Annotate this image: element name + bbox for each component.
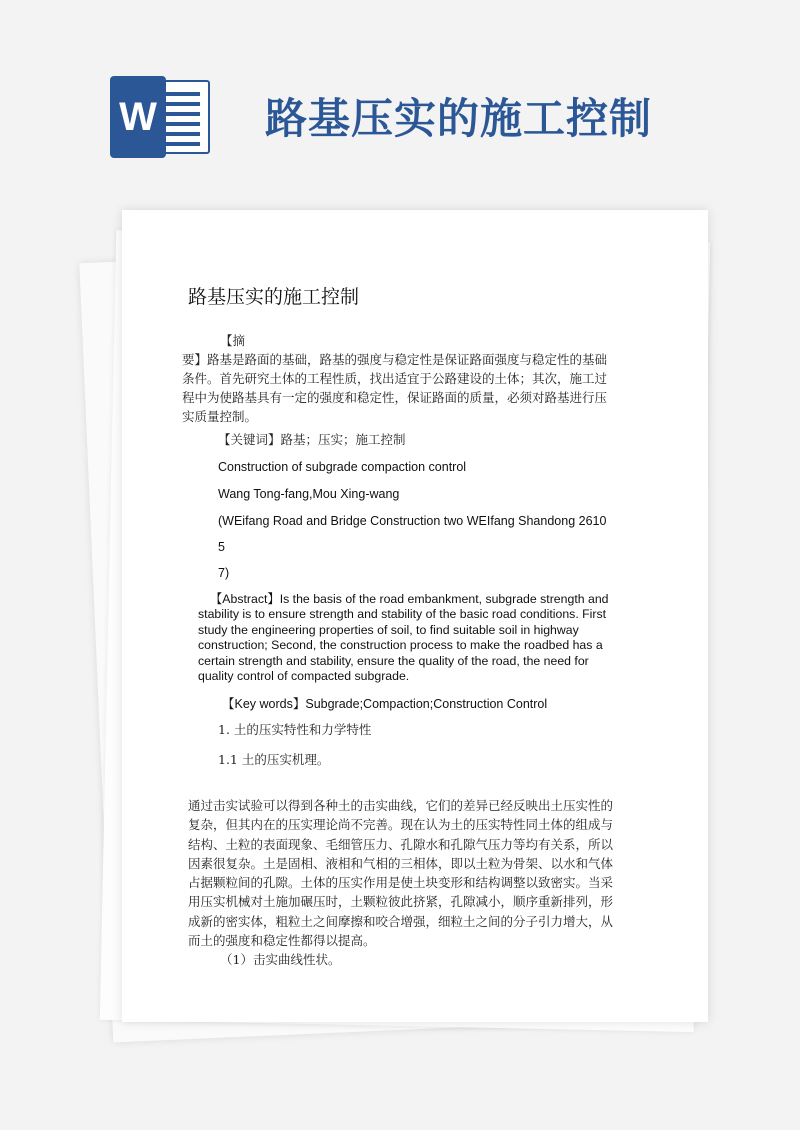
body-line: 通过击实试验可以得到各种土的击实曲线，它们的差异已经反映出土压实性的 [188, 798, 614, 813]
keywords-cn: 【关键词】路基；压实；施工控制 [218, 432, 406, 447]
abstract-en-line: construction; Second, the construction process to make the roadbed has a [198, 638, 603, 653]
body-line: 而土的强度和稳定性都得以提高。 [188, 933, 376, 949]
abstract-cn-line: 要】路基是路面的基础，路基的强度与稳定性是保证路面强度与稳定性的基础 [182, 352, 608, 367]
body-line: 因素很复杂。土是固相、液相和气相的三相体，即以土粒为骨架、以水和气体 [188, 855, 614, 871]
english-title: Construction of subgrade compaction control [218, 460, 467, 474]
abstract-cn [182, 350, 634, 426]
doc-line [160, 132, 200, 136]
abstract-cn-line: 程中为使路基具有一定的强度和稳定性，保证路面的质量，必须对路基进行压 [182, 390, 608, 405]
abstract-en-line: study the engineering properties of soil, to find suitable soil in highway [198, 622, 579, 637]
doc-line [160, 122, 200, 126]
subsection-heading: 1.1 土的压实机理。 [218, 752, 330, 767]
affiliation-line: 5 [218, 540, 225, 554]
header-title: 路基压实的施工控制 [265, 94, 653, 143]
abstract-cn-line: 实质量控制。 [182, 409, 258, 424]
body-line: 占据颗粒间的孔隙。土体的压实作用是使土块变形和结构调整以致密实。当采 [188, 875, 614, 891]
section-heading: 1. 土的压实特性和力学特性 [218, 722, 372, 737]
keywords-en: 【Key words】Subgrade;Compaction;Construction Control [222, 697, 548, 711]
body-line: 复杂，但其内在的压实理论尚不完善。现在认为土的压实特性同土体的组成与 [188, 817, 614, 833]
doc-line [160, 112, 200, 116]
doc-line [160, 102, 200, 106]
abstract-en-line: 【Abstract】Is the basis of the road embankment, subgrade strength and [210, 592, 609, 606]
body-line: 用压实机械对土施加碾压时，土颗粒彼此挤紧，孔隙减小，顺序重新排列，形 [188, 894, 614, 910]
document-page [122, 210, 708, 1022]
affiliation-line: 7) [218, 566, 230, 580]
header-banner [0, 0, 800, 200]
body-line: 结构、土粒的表面现象、毛细管压力、孔隙水和孔隙气压力等均有关系，所以 [188, 836, 614, 852]
doc-line [160, 142, 200, 146]
list-item: （1）击实曲线性状。 [220, 952, 341, 967]
abstract-cn-line: 条件。首先研究土体的工程性质，找出适宜于公路建设的土体；其次，施工过 [182, 371, 608, 386]
abstract-en-line: quality control of compacted subgrade. [198, 669, 410, 684]
doc-line [160, 92, 200, 96]
body-line: 成新的密实体，粗粒土之间摩擦和咬合增强，细粒土之间的分子引力增大，从 [188, 913, 614, 929]
affiliation-line: (WEifang Road and Bridge Construction two WEIfang Shandong 2610 [218, 514, 607, 528]
body-paragraph [188, 796, 636, 950]
abstract-en-line: stability is to ensure strength and stability of the basic road conditions. First [198, 607, 607, 622]
word-logo-letter: W [110, 76, 166, 158]
document-title: 路基压实的施工控制 [188, 286, 360, 308]
word-document-icon [110, 76, 212, 158]
abstract-en-line: certain strength and stability, ensure the quality of the road, the need for [198, 653, 589, 668]
abstract-label: 【摘 [220, 333, 246, 348]
abstract-en [198, 592, 648, 684]
authors: Wang Tong-fang,Mou Xing-wang [218, 487, 400, 501]
